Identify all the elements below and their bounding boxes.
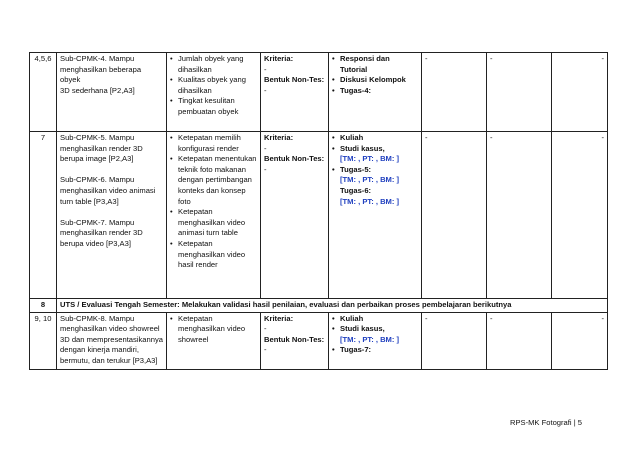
- subcpmk-cell: Sub-CPMK-4. Mampu menghasilkan beberapa obyek 3D sederhana [P2,A3]: [57, 53, 167, 132]
- tm-allocation: [TM: , PT: , BM: ]: [340, 175, 400, 185]
- tm-allocation: [TM: , PT: , BM: ]: [340, 334, 400, 344]
- table-row-uts: [30, 299, 608, 313]
- col8-cell: -: [552, 312, 608, 369]
- list-item: • Ketepatan menghasilkan video animasi turn table: [170, 207, 257, 239]
- col8-cell: -: [552, 132, 608, 299]
- indikator-cell: [167, 53, 261, 132]
- list-item: • Ketepatan menghasilkan video showreel: [170, 314, 257, 346]
- table-row: [30, 312, 608, 369]
- week-cell: 7: [30, 132, 57, 299]
- subcpmk-cell: Sub-CPMK-8. Mampu menghasilkan video showreel 3D dan mempresentasikannya dengan kinerja mandiri, bermutu, dan terukur [P3,A3]: [57, 312, 167, 369]
- list-item: • Ketepatan menentukan teknik foto makanan dengan pertimbangan konteks dan konsep foto: [170, 154, 257, 207]
- list-item: • Tingkat kesulitan pembuatan obyek: [170, 96, 257, 117]
- list-item: • Kualitas obyek yang dihasilkan: [170, 75, 257, 96]
- indikator-cell: [167, 132, 261, 299]
- col8-cell: -: [552, 53, 608, 132]
- list-item: • Studi kasus,: [332, 144, 418, 155]
- kriteria-cell: Kriteria: - Bentuk Non-Tes: -: [261, 53, 329, 132]
- week-cell: 8: [30, 299, 57, 313]
- bentuk-pembelajaran-cell: • Kuliah • Studi kasus, [TM: , PT: , BM: ] • Tugas-5: [TM: , PT: , BM: ] Tugas-6: [TM: , PT: , BM: ]: [329, 132, 422, 299]
- col6-cell: -: [422, 132, 487, 299]
- list-item: • Tugas-4:: [332, 86, 418, 97]
- col7-cell: -: [487, 312, 552, 369]
- page-footer: RPS-MK Fotografi | 5: [509, 418, 582, 427]
- list-item: • Studi kasus,: [332, 324, 418, 335]
- col6-cell: -: [422, 312, 487, 369]
- list-item: • Tugas-7:: [332, 345, 418, 356]
- table-row: [30, 53, 608, 132]
- bentuk-pembelajaran-cell: [329, 312, 422, 369]
- list-item: • Diskusi Kelompok: [332, 75, 418, 86]
- uts-text: UTS / Evaluasi Tengah Semester: Melakukan validasi hasil penilaian, evaluasi dan perbaikan proses pembelajaran berikutnya: [57, 299, 608, 313]
- list-item: • Jumlah obyek yang dihasilkan: [170, 54, 257, 75]
- list-item: • Kuliah: [332, 314, 418, 325]
- list-item: • Responsi dan Tutorial: [332, 54, 418, 75]
- list-item: • Ketepatan memilih konfigurasi render: [170, 133, 257, 154]
- kriteria-cell: Kriteria: - Bentuk Non-Tes: -: [261, 132, 329, 299]
- col7-cell: -: [487, 53, 552, 132]
- week-cell: 4,5,6: [30, 53, 57, 132]
- tm-allocation: [TM: , PT: , BM: ]: [340, 154, 400, 164]
- list-item: • Tugas-5:: [332, 165, 418, 176]
- list-item: • Kuliah: [332, 133, 418, 144]
- tm-allocation: [TM: , PT: , BM: ]: [340, 196, 400, 206]
- rps-table: [29, 52, 608, 370]
- kriteria-cell: Kriteria: - Bentuk Non-Tes: -: [261, 312, 329, 369]
- table-row: [30, 132, 608, 299]
- list-item: • Ketepatan menghasilkan video hasil render: [170, 239, 257, 271]
- bentuk-pembelajaran-cell: [329, 53, 422, 132]
- week-cell: 9, 10: [30, 312, 57, 369]
- subcpmk-cell: Sub-CPMK-5. Mampu menghasilkan render 3D berupa image [P2,A3] Sub-CPMK-6. Mampu menghasilkan video animasi turn table [P3,A3] Sub-CPMK-7. Mampu menghasilkan render 3D berupa video [P3,A3]: [57, 132, 167, 299]
- col7-cell: -: [487, 132, 552, 299]
- indikator-cell: [167, 312, 261, 369]
- col6-cell: -: [422, 53, 487, 132]
